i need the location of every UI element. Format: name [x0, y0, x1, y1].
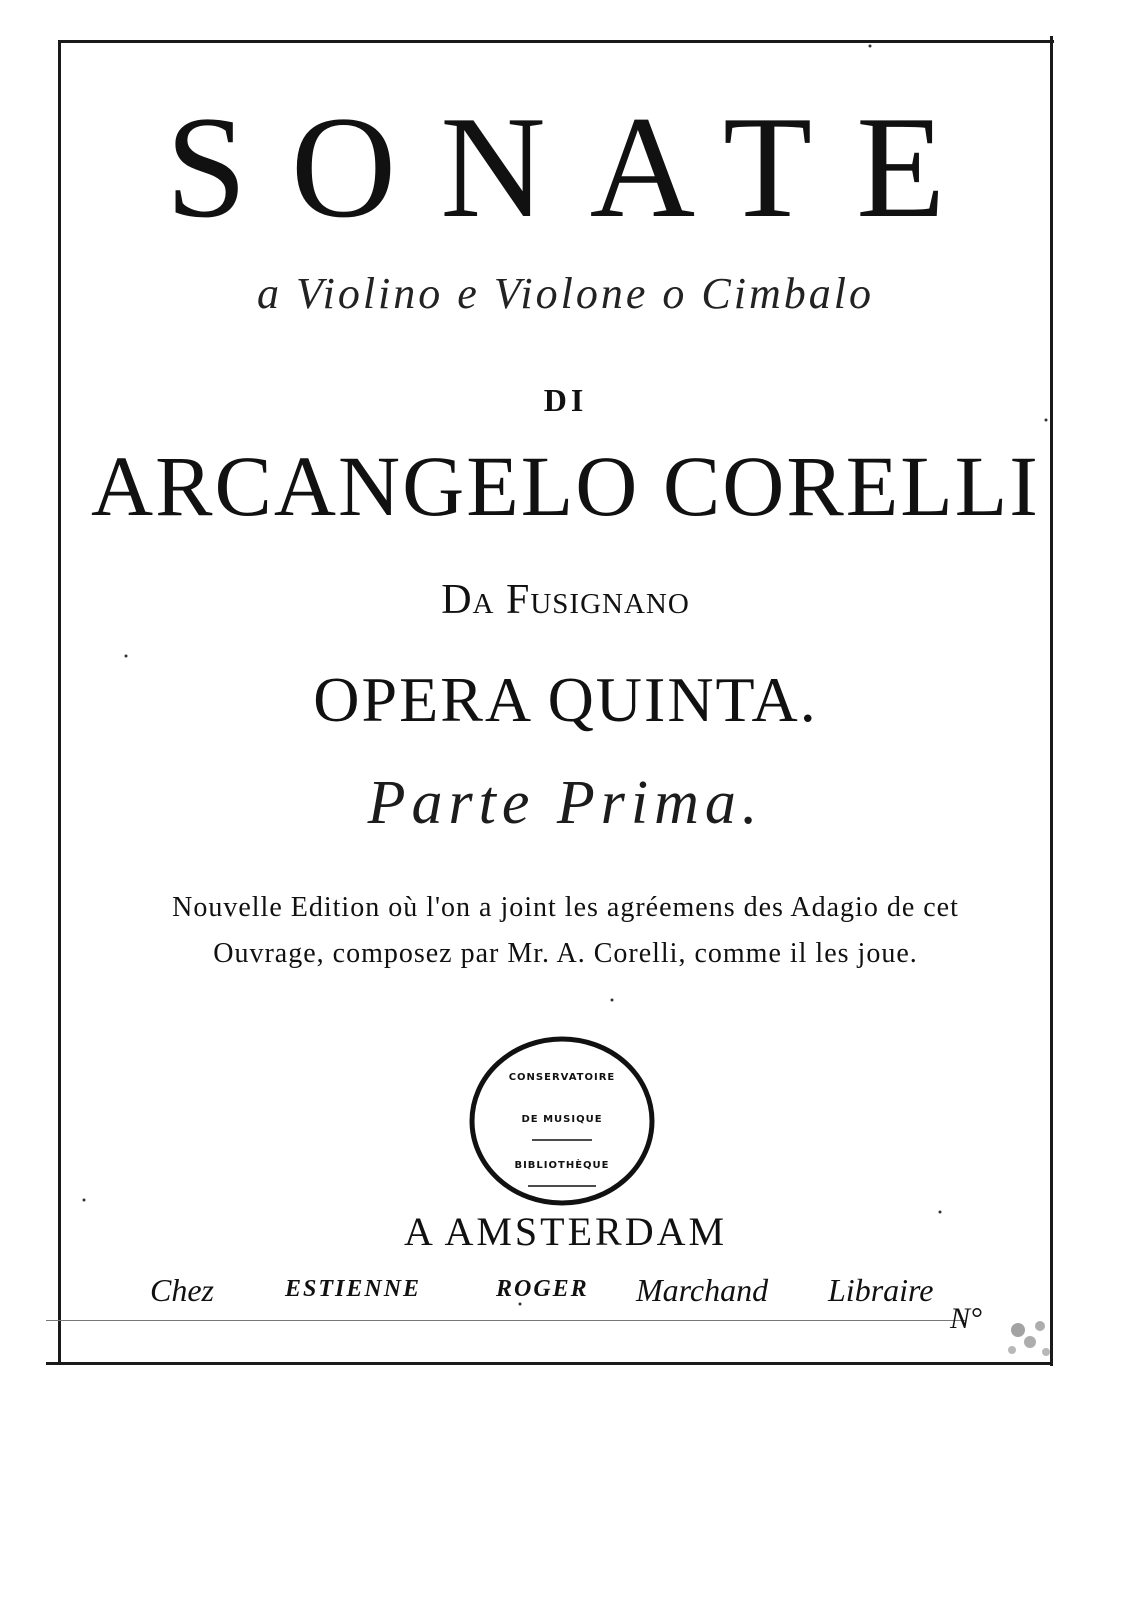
edition-note-line-1: Nouvelle Edition où l'on a joint les agréemens des Adagio de cet — [172, 892, 959, 923]
part-label: Parte Prima. — [367, 769, 764, 837]
publisher-last-name: ROGER — [496, 1276, 589, 1302]
publisher-role-2: Libraire — [828, 1272, 934, 1308]
instrumentation-subtitle: a Violino e Violone o Cimbalo — [257, 269, 874, 318]
stamp-line-1: CONSERVATOIRE — [508, 1072, 616, 1083]
imprint-city: A AMSTERDAM — [403, 1209, 728, 1254]
stamp-line-3: BIBLIOTHÈQUE — [514, 1160, 610, 1171]
publisher-role-1: Marchand — [636, 1272, 769, 1308]
main-title: SONATE — [165, 86, 990, 248]
opus-number: OPERA QUINTA. — [313, 664, 818, 735]
edition-note-line-2: Ouvrage, composez par Mr. A. Corelli, comme il les joue. — [213, 938, 918, 969]
by-label: DI — [543, 382, 588, 418]
publisher-chez: Chez — [150, 1272, 214, 1308]
composer-name: ARCANGELO CORELLI — [91, 438, 1040, 534]
stamp-line-2: DE MUSIQUE — [521, 1114, 603, 1125]
plate-number-label: N° — [950, 1302, 983, 1335]
publisher-first-name: ESTIENNE — [285, 1276, 422, 1302]
composer-origin: Da Fusignano — [441, 577, 690, 623]
